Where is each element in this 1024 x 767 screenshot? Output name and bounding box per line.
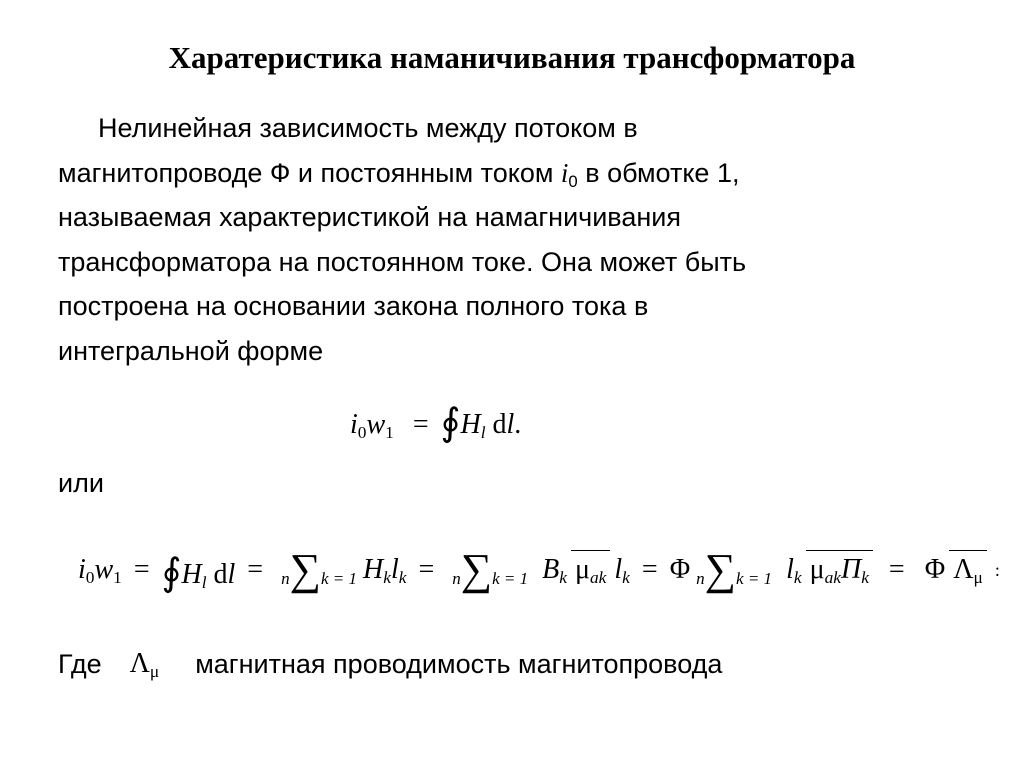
f2-equals-3: = <box>418 554 435 585</box>
f1-i: i <box>350 409 358 440</box>
sum-1: n∑k = 1 <box>281 545 357 594</box>
f2-lhs: $i_0w_1$ <box>78 554 122 588</box>
f2-term-1: $H_kl_k$ <box>363 554 407 588</box>
f1-w-sub: 1 <box>385 423 394 443</box>
paragraph-line-2-start: магнитопроводе Ф и постоянным током <box>58 157 561 188</box>
paragraph-line-6: интегральной форме <box>58 335 324 366</box>
lambda-mu-symbol: $\Lambda_\mu$ <box>129 648 160 682</box>
definition-line <box>58 642 722 686</box>
frac-l-over-mu-pi: $l_k$ $\mu_{ak}\Pi_k$ <box>782 554 873 586</box>
slide-title: Харатеристика наманичивания трансформатора <box>168 40 856 75</box>
f2-equals-5: = <box>888 554 905 585</box>
where-text: магнитная проводимость магнитопровода <box>195 649 723 679</box>
f2-equals-4: = <box>641 554 658 585</box>
f2-equals-1: = <box>133 554 150 585</box>
f2-lk: $l_k$ <box>614 554 630 588</box>
sigma-icon: ∑ <box>289 545 321 594</box>
frac-B-over-mu: $B_k$ $\mu_{ak}$ <box>538 554 610 586</box>
contour-integral-icon: ∮ <box>440 402 461 444</box>
f2-phi: Φ <box>669 554 691 585</box>
paragraph-line-5: построена на основании закона полного тока в <box>58 291 649 321</box>
sigma-icon-2: ∑ <box>460 545 493 594</box>
paragraph-line-2 <box>58 151 958 196</box>
f1-d: d <box>492 409 507 440</box>
f1-equals: = <box>412 409 429 440</box>
f2-equals-2: = <box>247 554 264 585</box>
f2-integral: $∮H_l$ dl <box>161 551 236 594</box>
contour-integral-icon-2: ∮ <box>161 551 182 594</box>
f1-period: . <box>514 409 522 440</box>
f1-w: w <box>366 409 386 440</box>
f1-H: H <box>460 409 481 440</box>
f1-H-sub: l <box>480 423 486 443</box>
where-label: Где <box>58 649 102 679</box>
f2-end: : <box>994 559 1000 580</box>
current-variable: i <box>560 157 569 188</box>
sum-2: n∑k = 1 <box>452 545 529 594</box>
current-subscript: 0 <box>568 171 578 191</box>
sigma-icon-3: ∑ <box>704 545 737 594</box>
formula-expanded <box>78 520 1000 620</box>
or-label: или <box>58 468 104 498</box>
paragraph-line-2-end: в обмотке 1, <box>577 157 740 188</box>
frac-phi-over-lambda: Φ $\Lambda_\mu$ <box>921 554 987 586</box>
paragraph-line-1: Нелинейная зависимость между потоком в <box>98 113 638 143</box>
sum-3: n∑k = 1 <box>696 545 773 594</box>
formula-total-current-law <box>350 396 521 450</box>
paragraph-line-4: трансформатора на постоянном токе. Она может быть <box>58 246 747 277</box>
f1-i-sub: 0 <box>357 423 367 443</box>
paragraph-line-3: называемая характеристикой на намагничивания <box>58 202 681 232</box>
f1-l: l <box>506 409 515 440</box>
body-paragraph <box>58 106 958 373</box>
